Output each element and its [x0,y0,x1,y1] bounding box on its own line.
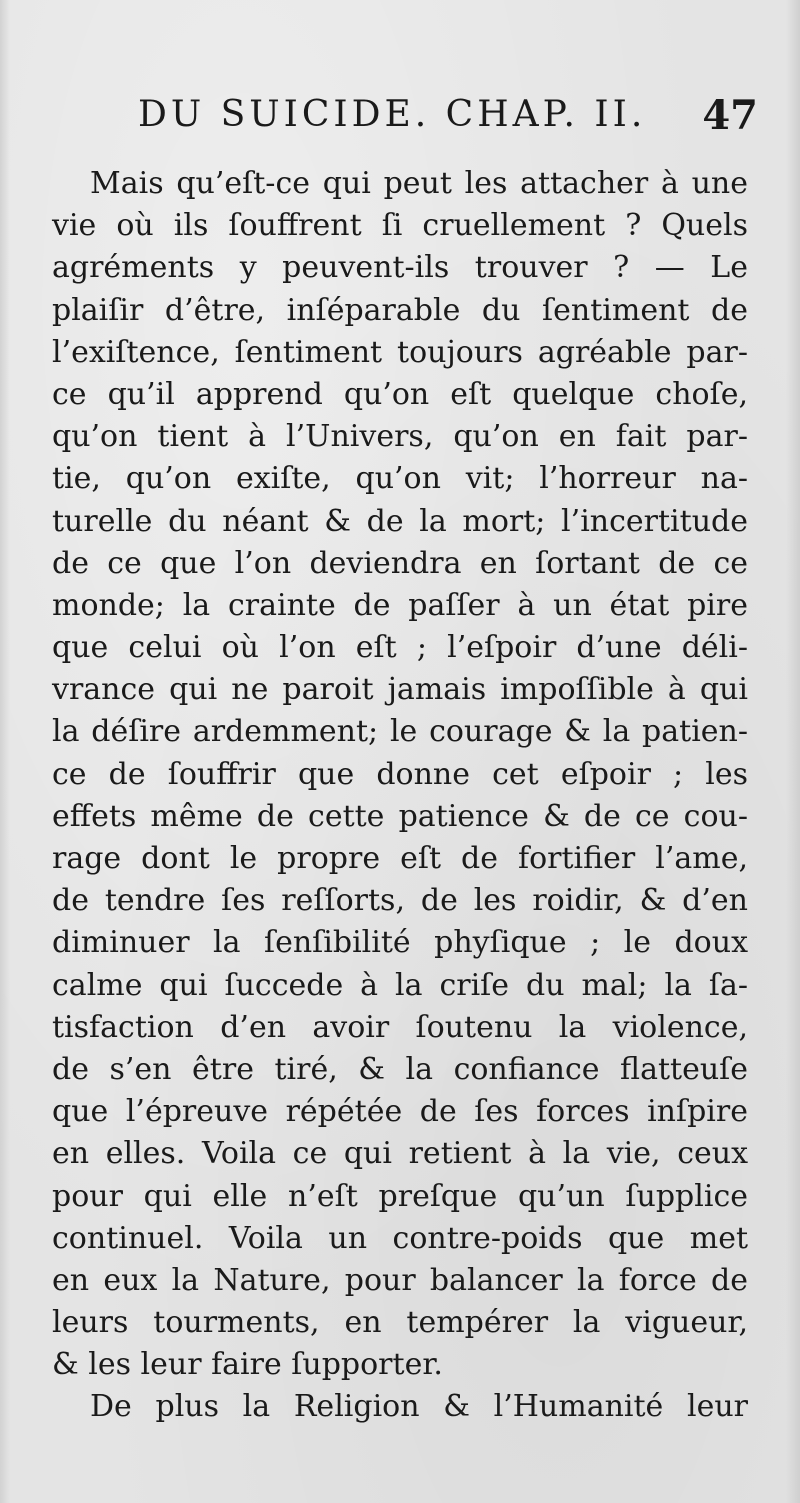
body-text [52,163,748,1429]
text-line: & les leur faire ſupporter. [52,1347,443,1383]
text-line: la déſire ardemment; le courage & la patien- [52,714,748,750]
text-line: en eux la Nature, pour balancer la force de [52,1262,748,1298]
text-line: vie où ils ſouffrent ſi cruellement ? Quels [52,208,748,244]
text-line: calme qui ſuccede à la criſe du mal; la ſa- [52,967,748,1003]
text-line: ce qu’il apprend qu’on eſt quelque choſe, [52,376,748,412]
page-header [138,88,760,148]
text-line: leurs tourments, en tempérer la vigueur, [52,1305,748,1341]
text-line: en elles. Voila ce qui retient à la vie, ceux [52,1136,748,1172]
text-line: tisfaction d’en avoir ſoutenu la violence, [52,1009,748,1045]
running-title: DU SUICIDE. CHAP. II. [138,94,647,135]
text-line: De plus la Religion & l’Humanité leur [90,1389,748,1425]
page-right-shadow [786,0,800,1503]
text-line: de s’en être tiré, & la confiance flatteuſe [52,1051,748,1087]
text-line: turelle du néant & de la mort; l’incertitude [52,503,748,539]
text-line: de ce que l’on deviendra en ſortant de ce [52,545,748,581]
text-line: vrance qui ne paroit jamais impoſſible à qui [52,672,748,708]
text-line: plaiſir d’être, inſéparable du ſentiment de [52,292,748,328]
text-line: diminuer la ſenſibilité phyſique ; le doux [52,925,748,961]
page-left-shadow [0,0,10,1503]
text-line: Mais qu’eſt-ce qui peut les attacher à une [90,166,748,201]
text-line: pour qui elle n’eſt preſque qu’un ſupplice [52,1178,748,1214]
text-line: qu’on tient à l’Univers, qu’on en fait par- [52,419,748,455]
text-line: effets même de cette patience & de ce cou- [52,798,748,834]
text-line: ce de ſouffrir que donne cet eſpoir ; les [52,756,748,792]
text-line: de tendre ſes reſſorts, de les roidir, & d’en [52,883,748,919]
text-line: tie, qu’on exiſte, qu’on vit; l’horreur na- [52,461,748,497]
text-line: rage dont le propre eſt de fortifier l’ame, [52,841,748,876]
text-line: agréments y peuvent-ils trouver ? — Le [52,250,748,286]
text-line: que l’épreuve répétée de ſes forces inſpire [52,1094,748,1130]
page-number: 47 [702,92,758,139]
text-line: l’exiſtence, ſentiment toujours agréable par- [52,334,748,370]
text-line: que celui où l’on eſt ; l’eſpoir d’une déli- [52,630,748,666]
text-line: monde; la crainte de paſſer à un état pire [52,587,748,623]
text-line: continuel. Voila un contre-poids que met [52,1220,748,1256]
